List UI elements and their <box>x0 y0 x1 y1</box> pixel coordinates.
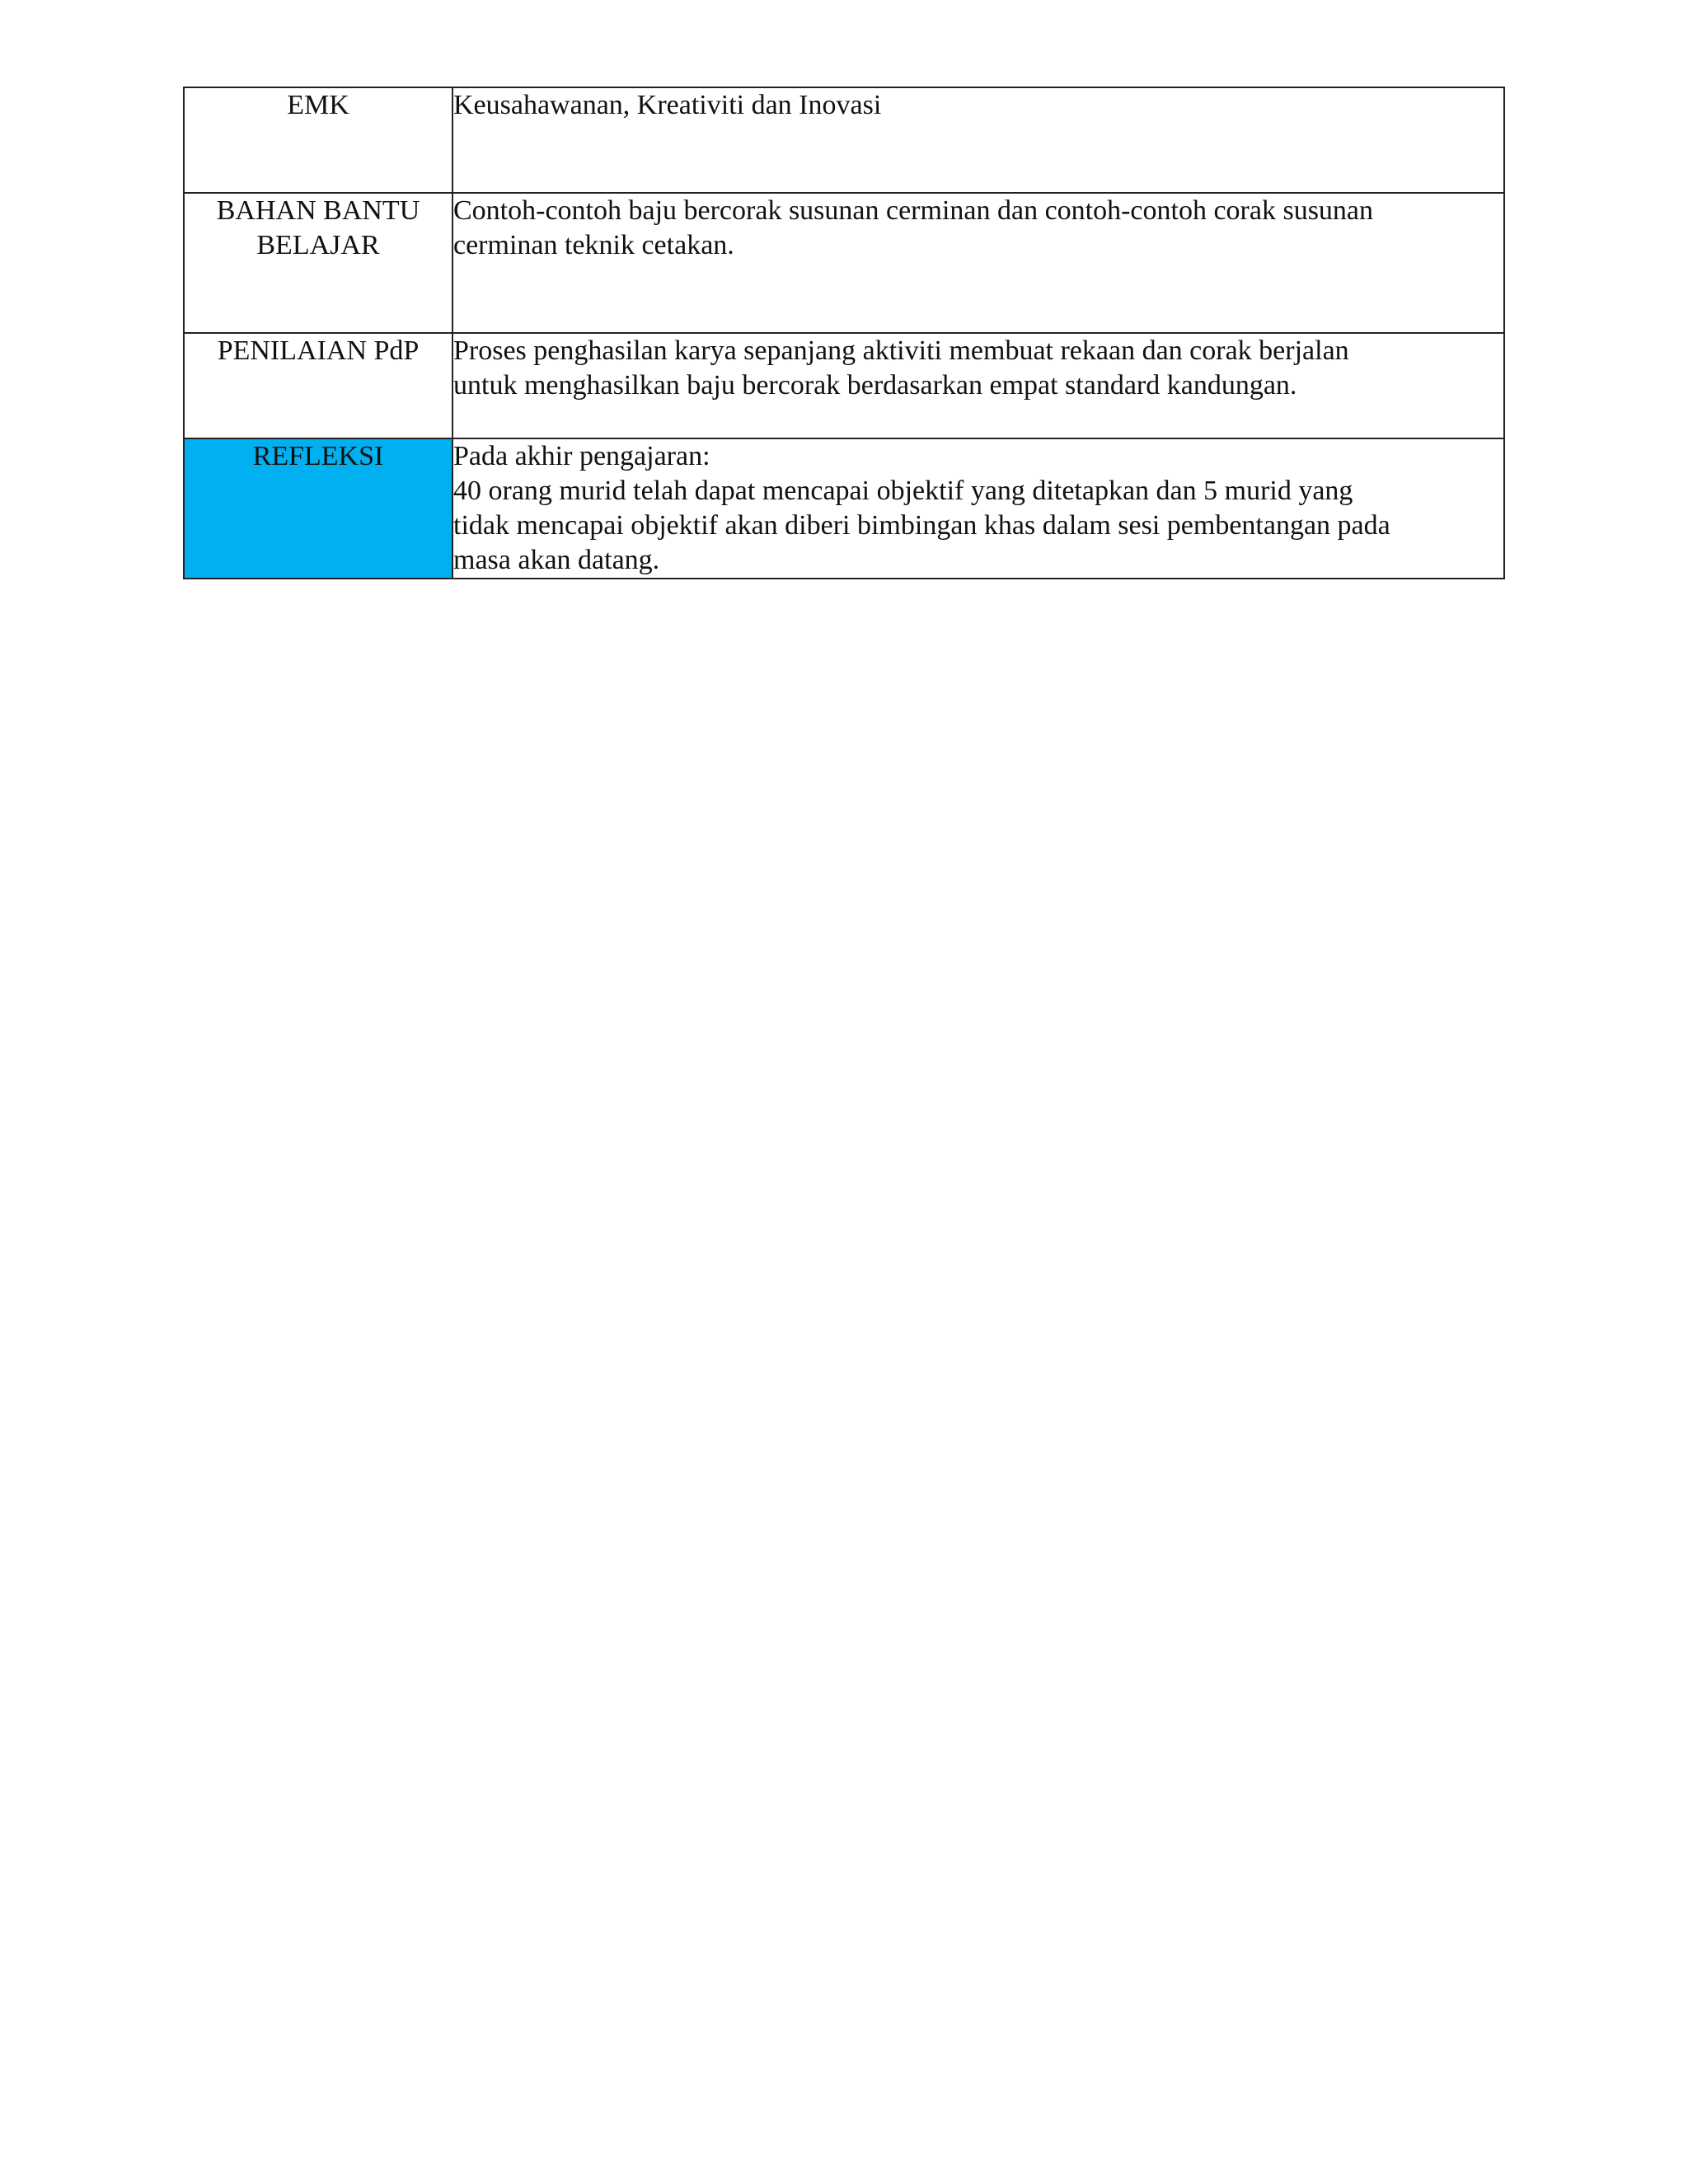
row-label-emk <box>184 87 452 193</box>
label-text: BAHAN BANTU <box>216 195 420 226</box>
row-content-bahan-bantu-belajar <box>452 193 1504 333</box>
content-text: Pada akhir pengajaran: <box>453 441 710 471</box>
content-text: masa akan datang. <box>453 545 660 575</box>
row-label-refleksi <box>184 438 452 579</box>
content-text: 40 orang murid telah dapat mencapai objektif yang ditetapkan dan 5 murid yang <box>453 476 1353 506</box>
row-content-penilaian-pdp <box>452 333 1504 438</box>
row-content-refleksi <box>452 438 1504 579</box>
content-text: Keusahawanan, Kreativiti dan Inovasi <box>453 90 882 120</box>
content-text: untuk menghasilkan baju bercorak berdasarkan empat standard kandungan. <box>453 370 1297 401</box>
label-text: REFLEKSI <box>252 441 384 471</box>
table-row-bahan-bantu-belajar <box>184 193 1504 333</box>
row-content-emk <box>452 87 1504 193</box>
row-label-penilaian-pdp <box>184 333 452 438</box>
content-text: tidak mencapai objektif akan diberi bimbingan khas dalam sesi pembentangan pada <box>453 510 1390 541</box>
table-row-emk <box>184 87 1504 193</box>
content-text: cerminan teknik cetakan. <box>453 230 734 260</box>
content-text: Contoh-contoh baju bercorak susunan cerminan dan contoh-contoh corak susunan <box>453 195 1374 226</box>
label-text: EMK <box>287 90 349 120</box>
label-text: BELAJAR <box>256 230 380 260</box>
lesson-plan-table <box>183 87 1505 579</box>
label-text: PENILAIAN PdP <box>217 335 420 366</box>
row-label-bahan-bantu-belajar <box>184 193 452 333</box>
table-row-penilaian-pdp <box>184 333 1504 438</box>
table-row-refleksi <box>184 438 1504 579</box>
content-text: Proses penghasilan karya sepanjang aktiviti membuat rekaan dan corak berjalan <box>453 335 1349 366</box>
